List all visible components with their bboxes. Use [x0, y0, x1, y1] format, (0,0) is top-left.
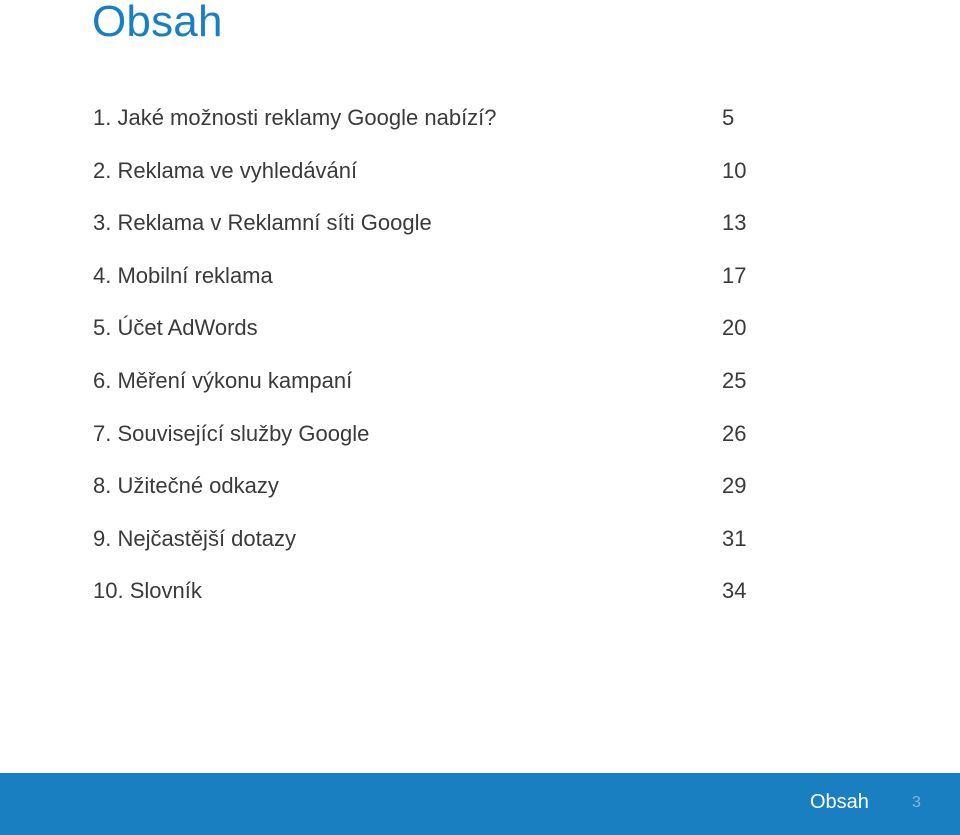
toc-entry-label: 2. Reklama ve vyhledávání	[93, 157, 358, 183]
toc-entry-10[interactable]	[93, 577, 753, 630]
toc-entry-page: 13	[722, 210, 747, 236]
toc-entry-page: 10	[722, 157, 747, 183]
toc-entry-7[interactable]	[93, 420, 753, 473]
toc-entry-label: 5. Účet AdWords	[93, 315, 258, 341]
toc-entry-4[interactable]	[93, 262, 753, 315]
footer-page-number: 3	[912, 794, 921, 811]
toc-entry-label: 8. Užitečné odkazy	[93, 473, 279, 499]
toc-entry-label: 7. Související služby Google	[93, 420, 370, 446]
footer-section-title: Obsah	[810, 791, 869, 813]
page-title: Obsah	[92, 0, 223, 46]
toc-entry-label: 1. Jaké možnosti reklamy Google nabízí?	[93, 105, 497, 130]
toc-entry-5[interactable]	[93, 314, 753, 367]
toc-entry-page: 25	[722, 367, 747, 393]
toc-entry-page: 31	[722, 525, 747, 551]
toc-entry-label: 9. Nejčastější dotazy	[93, 525, 296, 551]
toc-entry-2[interactable]	[93, 157, 753, 210]
toc-entry-9[interactable]	[93, 525, 753, 578]
toc-entry-8[interactable]	[93, 472, 753, 525]
toc-entry-6[interactable]	[93, 367, 753, 420]
toc-entry-label: 4. Mobilní reklama	[93, 262, 273, 288]
toc-entry-label: 3. Reklama v Reklamní síti Google	[93, 210, 432, 236]
toc-entry-label: 6. Měření výkonu kampaní	[93, 367, 353, 393]
table-of-contents	[93, 104, 753, 630]
toc-entry-page: 29	[722, 473, 747, 499]
toc-entry-label: 10. Slovník	[93, 578, 202, 604]
toc-entry-3[interactable]	[93, 209, 753, 262]
toc-entry-page: 34	[722, 578, 747, 604]
toc-entry-1[interactable]	[93, 104, 753, 157]
toc-entry-page: 26	[722, 420, 747, 446]
toc-entry-page: 5	[722, 105, 735, 130]
toc-entry-page: 20	[722, 315, 747, 341]
toc-entry-page: 17	[722, 262, 747, 288]
footer-bar	[0, 773, 960, 835]
